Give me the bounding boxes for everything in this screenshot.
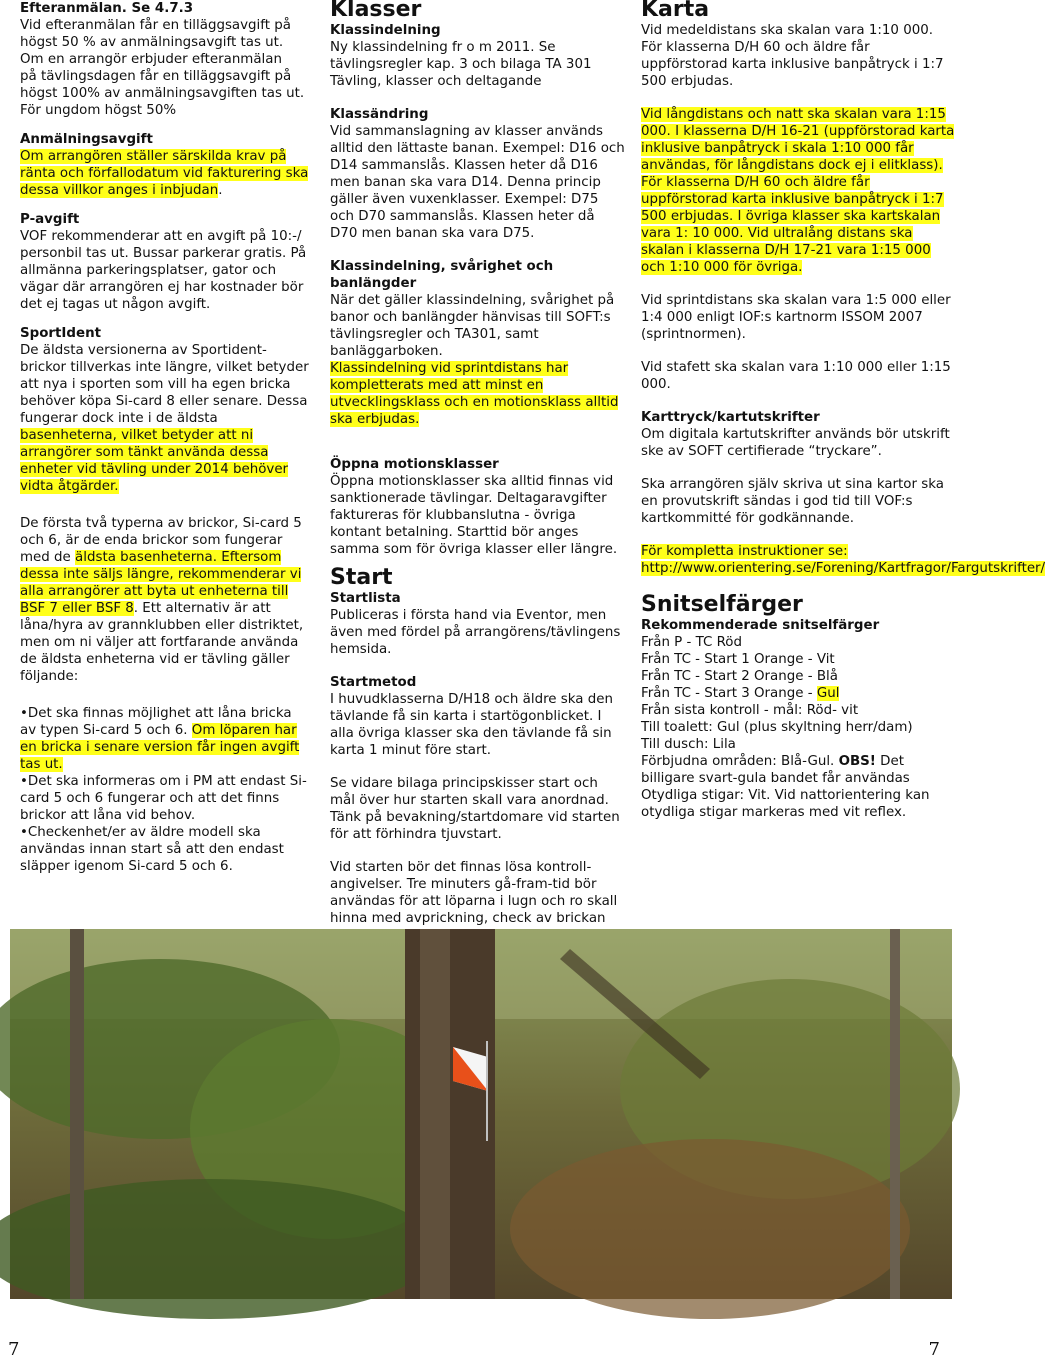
klasser-heading: Klasser	[330, 0, 422, 22]
snitsel-line: Från TC - Start 1 Orange - Vit	[641, 652, 835, 667]
snitsel-line	[641, 753, 956, 787]
anmalningsavgift-end: .	[218, 183, 223, 198]
anmalningsavgift-highlight: Om arrangören ställer särskilda krav på ränta och förfallodatum vid fakturering ska dessa villkor anges i inbjudan	[20, 149, 309, 198]
start-heading: Start	[330, 565, 393, 590]
sportident-plain-2: De första två typerna av brickor, Si-card 5 och 6, är de enda brickor som fungerar med de	[20, 516, 302, 565]
p-avgift-heading: P-avgift	[20, 212, 80, 227]
karta-highlight: Vid långdistans och natt ska skalan vara 1:15 000. I klasserna D/H 16-21 (uppförstorad karta inklusive banpåtryck i skala 1:10 000 får användas, för långdistans dock ej i elitklass). För klasserna D/H 60 och äldre får uppförstorad karta inklusive banpåtryck i 1:7 500 erbjudas. I övriga klasser ska kartskalan vara 1: 10 000. Vid ultralång distans ska skalan i klasserna D/H 17-21 vara 1:15 000 och 1:10 000 för övriga.	[641, 107, 955, 275]
list-item	[20, 773, 310, 824]
sportident-text-2	[20, 515, 310, 685]
svarighet-heading: Klassindelning, svårighet och banlängder	[330, 259, 554, 291]
column-2	[330, 0, 625, 961]
motionsklasser-text: Öppna motionsklasser ska alltid finnas vid sanktionerade tävlingar. Deltagaravgifter faktureras för klubbanslutna - övriga kontant betalning. Starttid bör anges samma som för övriga klasser eller längre.	[330, 474, 618, 557]
snitsel-line-8a: Förbjudna områden: Blå-Gul.	[641, 754, 839, 769]
snitsel-line: Otydliga stigar: Vit. Vid nattorientering kan otydliga stigar markeras med vit reflex.	[641, 788, 930, 820]
anmalningsavgift-heading: Anmälningsavgift	[20, 132, 153, 147]
snitselfarger-heading: Snitselfärger	[641, 592, 803, 617]
bullet-1-highlight: Om löparen har en bricka i senare version får ingen avgift tas ut.	[20, 723, 300, 772]
snitsel-line: Från sista kontroll - mål: Röd- vit	[641, 703, 859, 718]
sportident-plain-3: . Ett alternativ är att låna/hyra av grannklubben eller distriktet, men om ni väljer att fortfarande använda de äldsta enheterna vid er tävling gäller följande:	[20, 601, 304, 684]
stafett-text: Vid stafett ska skalan vara 1:10 000 eller 1:15 000.	[641, 360, 951, 392]
anmalningsavgift-text	[20, 148, 310, 199]
klassindelning-heading: Klassindelning	[330, 23, 441, 38]
bullet-2-text: Det ska informeras om i PM att endast Si-card 5 och 6 fungerar och att det finns brickor att låna vid behov.	[20, 774, 307, 823]
page-number-right: 7	[928, 1339, 940, 1360]
forest-photo-illustration	[10, 929, 952, 1299]
karttryck-text-2: Ska arrangören själv skriva ut sina kartor ska en provutskrift sändas i god tid till VOF:s kartkommitté för godkännande.	[641, 477, 944, 526]
startmetod-text-3: Vid starten bör det finnas lösa kontroll-angivelser. Tre minuters gå-fram-tid bör användas för att löparna i lugn och ro skall hinna med avprickning, check av brickan	[330, 860, 618, 926]
startmetod-text-2: Se vidare bilaga principskisser start och mål över hur starten skall vara anordnad. Tänk på bevakning/startdomare vid starten för att förhindra tjuvstart.	[330, 776, 620, 842]
svarighet-highlight: Klassindelning vid sprintdistans har kompletterats med att minst en utvecklingsklass och en motionsklass alltid ska erbjudas.	[330, 361, 619, 427]
karta-highlight-para	[641, 106, 956, 276]
snitsel-line	[641, 685, 956, 702]
p-avgift-text: VOF rekommenderar att en avgift på 10:-/ personbil tas ut. Bussar parkerar gratis. På allmänna parkeringsplatser, gator och vägar där arrangören ej har kostnader bör det ej tagas ut någon avgift.	[20, 229, 307, 312]
startmetod-heading: Startmetod	[330, 675, 417, 690]
startlista-heading: Startlista	[330, 591, 401, 606]
efteranmalan-line-5: högst 100% av anmälningsavgiften tas ut.	[20, 86, 305, 101]
klassandring-heading: Klassändring	[330, 107, 429, 122]
startmetod-text-1: I huvudklasserna D/H18 och äldre ska den tävlande få sin karta i startögonblicket. I alla övriga klasser ska den tävlande få sin karta 1 minut före start.	[330, 692, 613, 758]
snitsel-line: Från TC - Start 2 Orange - Blå	[641, 669, 838, 684]
snitsel-line: Till toalett: Gul (plus skyltning herr/dam)	[641, 720, 913, 735]
sportident-heading: SportIdent	[20, 326, 102, 341]
instructions-link[interactable]: För kompletta instruktioner se: http://www.orientering.se/Forening/Kartfragor/Fargutskrifter/	[641, 544, 1045, 576]
karta-heading: Karta	[641, 0, 710, 22]
startlista-text: Publiceras i första hand via Eventor, men även med fördel på arrangörens/tävlingens hemsida.	[330, 608, 621, 657]
snitsel-line-4-highlight: Gul	[816, 686, 840, 701]
karta-text: Vid medeldistans ska skalan vara 1:10 000. För klasserna D/H 60 och äldre får uppförstorad karta inklusive banpåtryck i 1:7 500 erbjudas.	[641, 23, 944, 89]
klassandring-text: Vid sammanslagning av klasser används alltid den lättaste banan. Exempel: D16 och D14 sammanslås. Klassen heter då D16 men banan ska vara D14. Denna princip gäller även vuxenklasser. Exempel: D75 och D70 sammanslås. Klassen heter då D70 men banan ska vara D75.	[330, 124, 625, 241]
snitsel-line: Från P - TC Röd	[641, 635, 742, 650]
efteranmalan-line-6: För ungdom högst 50%	[20, 103, 177, 118]
column-3	[641, 0, 1045, 821]
list-item	[20, 705, 310, 773]
bullet-3-text: Checkenhet/er av äldre modell ska användas innan start så att den endast släpper igenom Si-card 5 och 6.	[20, 825, 284, 874]
sportident-highlight-2: äldsta basenheterna. Eftersom dessa inte säljs längre, rekommenderar vi alla arrangörer att byta ut enheterna till BSF 7 eller BSF 8	[20, 550, 302, 616]
instructions-link-para	[641, 543, 1045, 577]
list-item	[20, 824, 310, 875]
klassindelning-text: Ny klassindelning fr o m 2011. Se tävlingsregler kap. 3 och bilaga TA 301 Tävling, klasser och deltagande	[330, 40, 592, 89]
snitsel-line-8c: Det billigare svart-gula bandet får användas	[641, 754, 910, 786]
sportident-text-1	[20, 342, 310, 495]
sportident-highlight-1: basenheterna, vilket betyder att ni arrangörer som tänkt använda dessa enheter vid tävling under 2014 behöver vidta åtgärder.	[20, 428, 289, 494]
snitselfarger-subheading: Rekommenderade snitselfärger	[641, 618, 880, 633]
efteranmalan-line-2: högst 50 % av anmälningsavgift tas ut.	[20, 35, 284, 50]
efteranmalan-line-3: Om en arrangör erbjuder efteranmälan	[20, 52, 282, 67]
efteranmalan-line-4: på tävlingsdagen får en tilläggsavgift på	[20, 69, 292, 84]
page-number-left: 7	[8, 1339, 20, 1360]
karttryck-heading: Karttryck/kartutskrifter	[641, 410, 820, 425]
snitsel-line: Till dusch: Lila	[641, 737, 736, 752]
efteranmalan-line-1: Vid efteranmälan får en tilläggsavgift på	[20, 18, 291, 33]
snitsel-line-4-text: Från TC - Start 3 Orange -	[641, 686, 817, 701]
sprint-text: Vid sprintdistans ska skalan vara 1:5 000 eller 1:4 000 enligt IOF:s kartnorm ISSOM 2007 (sprintnormen).	[641, 293, 951, 342]
bullet-1-text: Det ska finnas möjlighet att låna bricka av typen Si-card 5 och 6.	[20, 706, 292, 738]
efteranmalan-heading: Efteranmälan. Se 4.7.3	[20, 1, 194, 16]
sportident-plain-1: De äldsta versionerna av Sportident-brickor tillverkas inte längre, vilket betyder att nya i sporten som vill ha egen bricka behöver köpa Si-card 8 eller senare. Dessa fungerar dock inte i de äldsta	[20, 343, 309, 426]
karttryck-text-1: Om digitala kartutskrifter används bör utskrift ske av SOFT certifierade “tryckare”.	[641, 427, 950, 459]
svarighet-text: När det gäller klassindelning, svårighet på banor och banlängder hänvisas till SOFT:s tävlingsregler och TA301, samt banläggarboken.	[330, 293, 615, 359]
snitsel-obs: OBS!	[838, 754, 876, 769]
column-1	[20, 0, 310, 875]
svarighet-highlight-para	[330, 360, 625, 428]
forest-photo	[10, 929, 952, 1299]
motionsklasser-heading: Öppna motionsklasser	[330, 457, 499, 472]
